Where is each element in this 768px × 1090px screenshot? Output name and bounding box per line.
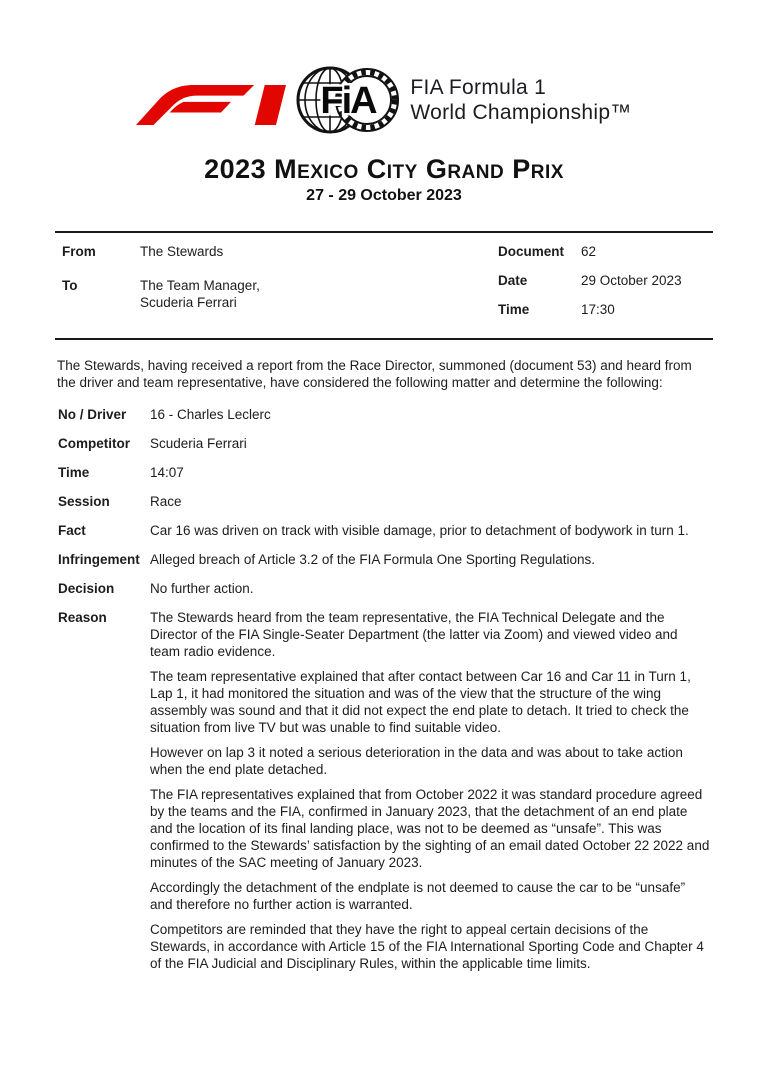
from-label: From xyxy=(62,244,96,259)
detail-row-driver xyxy=(58,406,710,423)
driver-value: 16 - Charles Leclerc xyxy=(150,407,271,422)
divider-bottom xyxy=(55,338,713,340)
decision-label: Decision xyxy=(58,581,115,596)
meta-block xyxy=(0,233,768,338)
competitor-value: Scuderia Ferrari xyxy=(150,436,247,451)
session-value: Race xyxy=(150,494,182,509)
fact-label: Fact xyxy=(58,523,86,538)
reason-paragraph-3: However on lap 3 it noted a serious deterioration in the data and was about to take action when the end plate detached. xyxy=(150,745,683,777)
meta-doc-date-time xyxy=(498,243,713,330)
fia-wordmark xyxy=(410,75,631,125)
meta-row-date xyxy=(498,272,713,301)
reason-paragraph-6: Competitors are reminded that they have the right to appeal certain decisions of the Stewards, in accordance with Article 15 of the FIA International Sporting Code and Chapter 4 of the FIA Judicial and Disciplinary Rules, within the applicable time limits. xyxy=(150,922,704,971)
event-title: 2023 Mexico City Grand Prix xyxy=(204,154,564,184)
date-label: Date xyxy=(498,273,528,288)
infringement-label: Infringement xyxy=(58,552,140,567)
fia-wordmark-line2: World Championship™ xyxy=(410,101,632,124)
detail-row-session xyxy=(58,493,710,510)
meta-row-to xyxy=(62,277,260,330)
from-value: The Stewards xyxy=(140,244,224,259)
time-label: Time xyxy=(498,302,530,317)
document-value: 62 xyxy=(581,244,597,259)
competitor-label: Competitor xyxy=(58,436,130,451)
reason-paragraph-4: The FIA representatives explained that from October 2022 it was standard procedure agreed by the teams and the FIA, confirmed in January 2023, that the detachment of an end plate and the location of its final landing place, was not to be deemed as “unsafe”. This was confirmed to the Stewards’ satisfaction by the sighting of an email dated October 22 2022 and minutes of the SAC meeting of January 2023. xyxy=(150,787,710,870)
f1-logo-icon xyxy=(136,84,286,126)
detail-row-reason xyxy=(58,609,710,980)
date-value: 29 October 2023 xyxy=(581,273,682,288)
fia-emblem-text: FiA xyxy=(320,80,376,122)
to-value-line1: The Team Manager, xyxy=(140,277,260,293)
reason-paragraphs xyxy=(150,609,710,980)
detail-row-time xyxy=(58,464,710,481)
meta-row-time xyxy=(498,301,713,330)
fact-value: Car 16 was driven on track with visible damage, prior to detachment of bodywork in turn 1. xyxy=(150,523,689,538)
infringement-value: Alleged breach of Article 3.2 of the FIA Formula One Sporting Regulations. xyxy=(150,552,595,567)
reason-paragraph-1: The Stewards heard from the team representative, the FIA Technical Delegate and the Director of the FIA Single-Seater Department (the latter via Zoom) and viewed video and team radio evidence. xyxy=(150,610,678,659)
detail-row-infringement xyxy=(58,551,710,568)
session-time-label: Time xyxy=(58,465,90,480)
driver-label: No / Driver xyxy=(58,407,127,422)
decision-details xyxy=(58,406,710,980)
header-logos xyxy=(0,0,768,138)
time-value: 17:30 xyxy=(581,302,615,317)
document-label: Document xyxy=(498,244,565,259)
reason-paragraph-2: The team representative explained that after contact between Car 16 and Car 11 in Turn 1, Lap 1, it had monitored the situation and was of the view that the structure of the wing assembly was sound and that it did not expect the end plate to detach. It tried to check the situation from live TV but was unable to find suitable video. xyxy=(150,669,691,735)
event-dates: 27 - 29 October 2023 xyxy=(306,187,462,204)
detail-row-decision xyxy=(58,580,710,597)
to-label: To xyxy=(62,277,78,293)
reason-paragraph-5: Accordingly the detachment of the endplate is not deemed to cause the car to be “unsafe” and therefore no further action is warranted. xyxy=(150,880,686,912)
to-value xyxy=(140,277,260,330)
fia-wordmark-line1: FIA Formula 1 xyxy=(410,76,547,99)
meta-from-to xyxy=(62,243,260,330)
meta-row-document xyxy=(498,243,713,272)
session-label: Session xyxy=(58,494,110,509)
session-time-value: 14:07 xyxy=(150,465,184,480)
detail-row-fact xyxy=(58,522,710,539)
decision-value: No further action. xyxy=(150,581,254,596)
detail-row-competitor xyxy=(58,435,710,452)
to-value-line2: Scuderia Ferrari xyxy=(140,294,237,310)
fia-emblem-icon xyxy=(296,62,400,138)
reason-label: Reason xyxy=(58,610,107,625)
intro-paragraph: The Stewards, having received a report from the Race Director, summoned (document 53) and heard from the driver and team representative, have considered the following matter and determine the following: xyxy=(57,358,692,390)
meta-row-from xyxy=(62,243,260,277)
